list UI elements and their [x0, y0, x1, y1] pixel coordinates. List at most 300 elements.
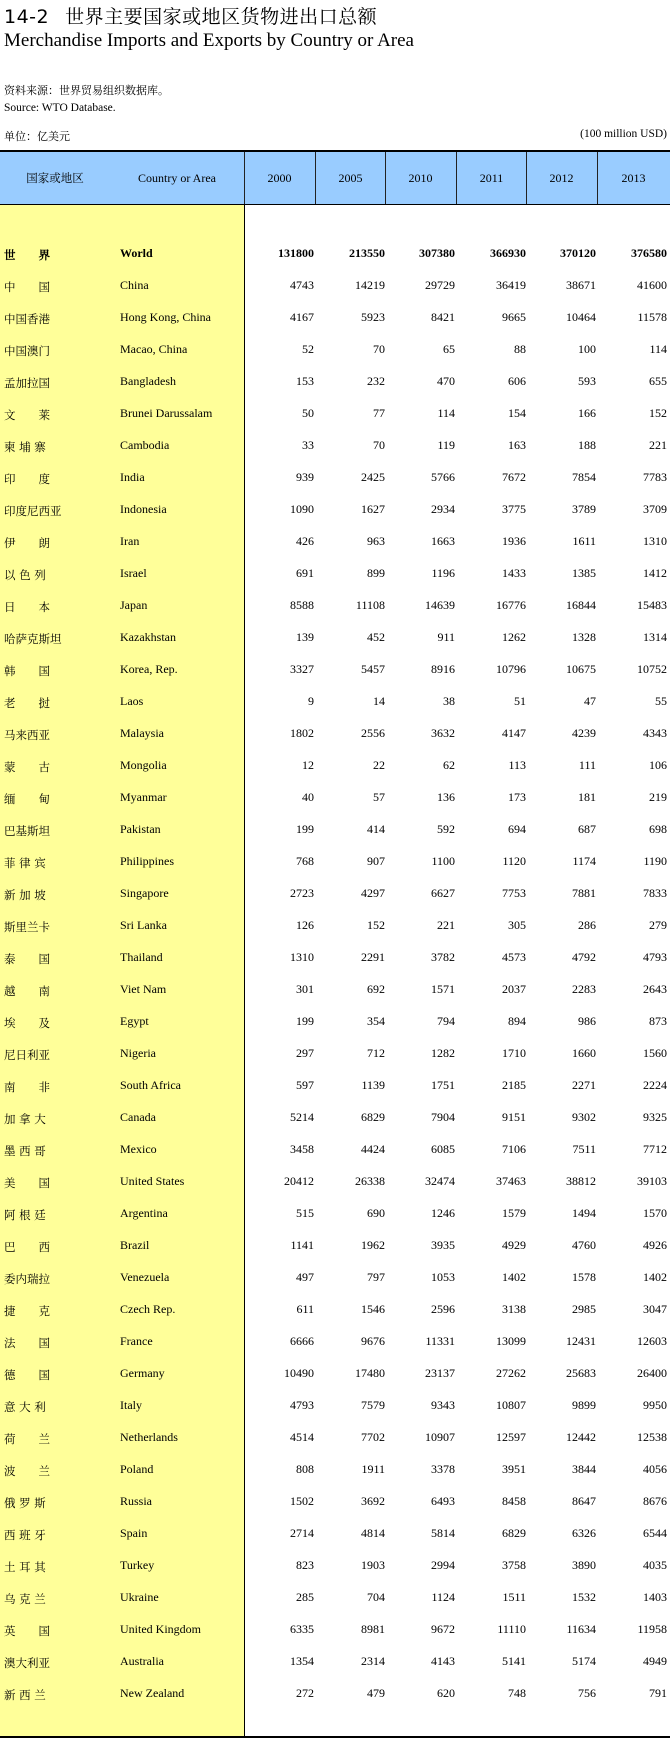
value-cell-2005: 57	[373, 790, 385, 804]
country-name-zh: 捷 克	[4, 1304, 50, 1318]
value-cell-2010: 7904	[431, 1110, 455, 1124]
country-name-en: Italy	[120, 1398, 142, 1412]
country-name-zh: 乌 克 兰	[4, 1592, 46, 1606]
value-cell-2013: 3709	[643, 502, 667, 516]
value-cell-2010: 794	[437, 1014, 455, 1028]
value-cell-2010: 3378	[431, 1462, 455, 1476]
value-cell-2010: 1124	[431, 1590, 455, 1604]
value-cell-2000: 6666	[290, 1334, 314, 1348]
source-note-zh: 资料来源：世界贸易组织数据库。	[4, 84, 169, 97]
value-cell-2010: 2596	[431, 1302, 455, 1316]
value-cell-2005: 2425	[361, 470, 385, 484]
country-name-en: Canada	[120, 1110, 156, 1124]
country-name-en: Mongolia	[120, 758, 167, 772]
value-cell-2011: 606	[508, 374, 526, 388]
table-row	[0, 686, 670, 718]
value-cell-2010: 10907	[425, 1430, 455, 1444]
value-cell-2005: 1546	[361, 1302, 385, 1316]
country-name-zh: 印度尼西亚	[4, 504, 62, 518]
value-cell-2005: 797	[367, 1270, 385, 1284]
title-zh-text: 世界主要国家或地区货物进出口总额	[65, 6, 378, 28]
value-cell-2013: 4035	[643, 1558, 667, 1572]
value-cell-2013: 12603	[637, 1334, 667, 1348]
value-cell-2010: 6085	[431, 1142, 455, 1156]
value-cell-2005: 4297	[361, 886, 385, 900]
value-cell-2013: 9325	[643, 1110, 667, 1124]
value-cell-2012: 3890	[572, 1558, 596, 1572]
value-cell-2000: 9	[308, 694, 314, 708]
table-number: 14-2	[4, 6, 50, 28]
value-cell-2005: 963	[367, 534, 385, 548]
value-cell-2005: 6829	[361, 1110, 385, 1124]
table-row	[0, 974, 670, 1006]
value-cell-2005: 690	[367, 1206, 385, 1220]
value-cell-2013: 279	[649, 918, 667, 932]
value-cell-2011: 8458	[502, 1494, 526, 1508]
value-cell-2000: 12	[302, 758, 314, 772]
value-cell-2010: 8421	[431, 310, 455, 324]
table-row	[0, 1134, 670, 1166]
value-cell-2010: 1751	[431, 1078, 455, 1092]
value-cell-2012: 188	[578, 438, 596, 452]
table-row	[0, 1070, 670, 1102]
value-cell-2010: 3782	[431, 950, 455, 964]
value-cell-2005: 4814	[361, 1526, 385, 1540]
value-cell-2012: 12442	[566, 1430, 596, 1444]
value-cell-2000: 4793	[290, 1398, 314, 1412]
value-cell-2005: 77	[373, 406, 385, 420]
unit-label-en: (100 million USD)	[580, 128, 667, 140]
country-name-en: Sri Lanka	[120, 918, 167, 932]
table-row	[0, 558, 670, 590]
value-cell-2012: 100	[578, 342, 596, 356]
country-name-zh: 印 度	[4, 472, 50, 486]
country-name-en: Kazakhstan	[120, 630, 176, 644]
value-cell-2013: 3047	[643, 1302, 667, 1316]
value-cell-2011: 305	[508, 918, 526, 932]
value-cell-2000: 4743	[290, 278, 314, 292]
value-cell-2005: 1627	[361, 502, 385, 516]
value-cell-2011: 36419	[496, 278, 526, 292]
value-cell-2011: 748	[508, 1686, 526, 1700]
value-cell-2010: 9672	[431, 1622, 455, 1636]
table-row	[0, 366, 670, 398]
value-cell-2012: 1578	[572, 1270, 596, 1284]
value-cell-2013: 152	[649, 406, 667, 420]
value-cell-2012: 9899	[572, 1398, 596, 1412]
value-cell-2011: 9665	[502, 310, 526, 324]
value-cell-2013: 791	[649, 1686, 667, 1700]
value-cell-2012: 1328	[572, 630, 596, 644]
country-name-zh: 俄 罗 斯	[4, 1496, 46, 1510]
country-name-zh: 马来西亚	[4, 728, 50, 742]
country-name-zh: 加 拿 大	[4, 1112, 46, 1126]
country-name-zh: 中国香港	[4, 312, 50, 326]
bottom-rule	[0, 1736, 670, 1738]
value-cell-2011: 11110	[497, 1622, 526, 1636]
country-name-zh: 新 加 坡	[4, 888, 46, 902]
value-cell-2005: 11108	[355, 598, 385, 612]
value-cell-2013: 55	[655, 694, 667, 708]
country-name-en: Poland	[120, 1462, 154, 1476]
value-cell-2000: 1310	[290, 950, 314, 964]
table-row	[0, 1582, 670, 1614]
value-cell-2010: 4143	[431, 1654, 455, 1668]
value-cell-2005: 7702	[361, 1430, 385, 1444]
value-cell-2012: 593	[578, 374, 596, 388]
country-name-en: India	[120, 470, 145, 484]
value-cell-2010: 3935	[431, 1238, 455, 1252]
value-cell-2012: 3844	[572, 1462, 596, 1476]
value-cell-2005: 2291	[361, 950, 385, 964]
value-cell-2010: 29729	[425, 278, 455, 292]
value-cell-2013: 9950	[643, 1398, 667, 1412]
value-cell-2013: 1310	[643, 534, 667, 548]
value-cell-2013: 6544	[643, 1526, 667, 1540]
value-cell-2012: 10675	[566, 662, 596, 676]
table-row	[0, 494, 670, 526]
value-cell-2012: 7511	[572, 1142, 596, 1156]
value-cell-2012: 7854	[572, 470, 596, 484]
value-cell-2010: 11331	[425, 1334, 455, 1348]
country-name-en: Germany	[120, 1366, 165, 1380]
table-row	[0, 750, 670, 782]
country-name-en: Australia	[120, 1654, 164, 1668]
table-row	[0, 1166, 670, 1198]
value-cell-2000: 2714	[290, 1526, 314, 1540]
value-cell-2010: 5814	[431, 1526, 455, 1540]
table-row	[0, 1614, 670, 1646]
value-cell-2010: 38	[443, 694, 455, 708]
value-cell-2000: 126	[296, 918, 314, 932]
value-cell-2010: 23137	[425, 1366, 455, 1380]
country-name-en: Mexico	[120, 1142, 157, 1156]
value-cell-2013: 221	[649, 438, 667, 452]
value-cell-2011: 894	[508, 1014, 526, 1028]
header-year-2005: 2005	[338, 170, 363, 185]
country-name-en: Iran	[120, 534, 140, 548]
value-cell-2005: 14219	[355, 278, 385, 292]
table-row	[0, 1678, 670, 1710]
value-cell-2005: 1903	[361, 1558, 385, 1572]
table-row	[0, 430, 670, 462]
table-row	[0, 1262, 670, 1294]
country-name-zh: 美 国	[4, 1176, 50, 1190]
country-name-en: Japan	[120, 598, 148, 612]
value-cell-2011: 3951	[502, 1462, 526, 1476]
country-name-zh: 中国澳门	[4, 344, 50, 358]
value-cell-2000: 515	[296, 1206, 314, 1220]
table-row	[0, 1038, 670, 1070]
value-cell-2000: 52	[302, 342, 314, 356]
value-cell-2000: 808	[296, 1462, 314, 1476]
table-row	[0, 1518, 670, 1550]
value-cell-2012: 16844	[566, 598, 596, 612]
country-name-en: Malaysia	[120, 726, 164, 740]
value-cell-2010: 221	[437, 918, 455, 932]
value-cell-2011: 2185	[502, 1078, 526, 1092]
value-cell-2010: 3632	[431, 726, 455, 740]
value-cell-2011: 163	[508, 438, 526, 452]
table-row	[0, 526, 670, 558]
value-cell-2013: 15483	[637, 598, 667, 612]
value-cell-2011: 5141	[502, 1654, 526, 1668]
value-cell-2000: 10490	[284, 1366, 314, 1380]
value-cell-2000: 426	[296, 534, 314, 548]
value-cell-2011: 10796	[496, 662, 526, 676]
country-name-zh: 中 国	[4, 280, 50, 294]
value-cell-2005: 152	[367, 918, 385, 932]
value-cell-2012: 111	[578, 758, 596, 772]
table-row	[0, 1294, 670, 1326]
country-name-en: New Zealand	[120, 1686, 185, 1700]
value-cell-2005: 8981	[361, 1622, 385, 1636]
value-cell-2000: 301	[296, 982, 314, 996]
value-cell-2011: 3758	[502, 1558, 526, 1572]
country-name-en: Spain	[120, 1526, 148, 1540]
country-name-en: Laos	[120, 694, 144, 708]
value-cell-2012: 1385	[572, 566, 596, 580]
value-cell-2000: 3327	[290, 662, 314, 676]
table-row	[0, 334, 670, 366]
value-cell-2000: 199	[296, 1014, 314, 1028]
value-cell-2012: 9302	[572, 1110, 596, 1124]
value-cell-2010: 114	[437, 406, 455, 420]
value-cell-2010: 62	[443, 758, 455, 772]
value-cell-2013: 12538	[637, 1430, 667, 1444]
value-cell-2011: 10807	[496, 1398, 526, 1412]
country-name-zh: 菲 律 宾	[4, 856, 46, 870]
country-name-zh: 意 大 利	[4, 1400, 46, 1414]
value-cell-2011: 3138	[502, 1302, 526, 1316]
table-row	[0, 1326, 670, 1358]
country-name-en: United Kingdom	[120, 1622, 201, 1636]
value-cell-2012: 12431	[566, 1334, 596, 1348]
value-cell-2005: 899	[367, 566, 385, 580]
table-row	[0, 1486, 670, 1518]
value-cell-2012: 286	[578, 918, 596, 932]
country-name-en: Philippines	[120, 854, 175, 868]
value-cell-2011: 9151	[502, 1110, 526, 1124]
table-row	[0, 878, 670, 910]
value-cell-2000: 285	[296, 1590, 314, 1604]
value-cell-2013: 1190	[643, 854, 667, 868]
value-cell-2011: 6829	[502, 1526, 526, 1540]
header-year-2000: 2000	[267, 170, 292, 185]
value-cell-2013: 1560	[643, 1046, 667, 1060]
value-cell-2010: 1246	[431, 1206, 455, 1220]
country-name-zh: 法 国	[4, 1336, 50, 1350]
country-name-zh: 日 本	[4, 600, 50, 614]
value-cell-2000: 4167	[290, 310, 314, 324]
value-cell-2010: 911	[437, 630, 455, 644]
country-name-zh: 泰 国	[4, 952, 50, 966]
value-cell-2011: 173	[508, 790, 526, 804]
value-cell-2012: 6326	[572, 1526, 596, 1540]
country-name-en: Pakistan	[120, 822, 161, 836]
value-cell-2010: 1282	[431, 1046, 455, 1060]
value-cell-2013: 1570	[643, 1206, 667, 1220]
header-year-2013: 2013	[621, 170, 646, 185]
value-cell-2005: 3692	[361, 1494, 385, 1508]
country-name-zh: 埃 及	[4, 1016, 50, 1030]
value-cell-2013: 8676	[643, 1494, 667, 1508]
value-cell-2013: 39103	[637, 1174, 667, 1188]
country-name-en: Singapore	[120, 886, 169, 900]
value-cell-2012: 7881	[572, 886, 596, 900]
value-cell-2013: 114	[649, 342, 667, 356]
country-name-en: Hong Kong, China	[120, 310, 211, 324]
value-cell-2010: 119	[437, 438, 455, 452]
value-cell-2011: 27262	[496, 1366, 526, 1380]
table-row	[0, 814, 670, 846]
value-cell-2013: 376580	[631, 246, 667, 260]
value-cell-2013: 4949	[643, 1654, 667, 1668]
value-cell-2000: 3458	[290, 1142, 314, 1156]
table-header	[0, 152, 670, 204]
country-name-zh: 阿 根 廷	[4, 1208, 46, 1222]
value-cell-2010: 8916	[431, 662, 455, 676]
country-name-zh: 西 班 牙	[4, 1528, 46, 1542]
table-row	[0, 782, 670, 814]
country-name-zh: 委内瑞拉	[4, 1272, 50, 1286]
value-cell-2010: 9343	[431, 1398, 455, 1412]
value-cell-2005: 692	[367, 982, 385, 996]
country-name-en: Korea, Rep.	[120, 662, 178, 676]
country-name-zh: 韩 国	[4, 664, 50, 678]
value-cell-2012: 1174	[572, 854, 596, 868]
country-name-en: Russia	[120, 1494, 153, 1508]
value-cell-2005: 1962	[361, 1238, 385, 1252]
value-cell-2011: 366930	[490, 246, 526, 260]
table-row	[0, 1102, 670, 1134]
country-name-en: Argentina	[120, 1206, 168, 1220]
value-cell-2005: 2556	[361, 726, 385, 740]
table-row	[0, 1454, 670, 1486]
value-cell-2010: 620	[437, 1686, 455, 1700]
table-title-zh	[4, 2, 377, 29]
value-cell-2005: 5923	[361, 310, 385, 324]
value-cell-2011: 37463	[496, 1174, 526, 1188]
country-name-en: Thailand	[120, 950, 163, 964]
value-cell-2011: 2037	[502, 982, 526, 996]
value-cell-2010: 470	[437, 374, 455, 388]
table-row	[0, 590, 670, 622]
table-row	[0, 270, 670, 302]
value-cell-2000: 4514	[290, 1430, 314, 1444]
value-cell-2005: 907	[367, 854, 385, 868]
value-cell-2000: 823	[296, 1558, 314, 1572]
value-cell-2000: 2723	[290, 886, 314, 900]
value-cell-2013: 1412	[643, 566, 667, 580]
country-name-zh: 巴 西	[4, 1240, 50, 1254]
country-name-en: Netherlands	[120, 1430, 178, 1444]
value-cell-2000: 1802	[290, 726, 314, 740]
value-cell-2013: 219	[649, 790, 667, 804]
value-cell-2011: 694	[508, 822, 526, 836]
value-cell-2010: 1663	[431, 534, 455, 548]
table-title-en: Merchandise Imports and Exports by Country or Area	[4, 30, 414, 51]
value-cell-2010: 32474	[425, 1174, 455, 1188]
table-row	[0, 910, 670, 942]
value-cell-2005: 70	[373, 342, 385, 356]
table-row	[0, 302, 670, 334]
country-name-en: Cambodia	[120, 438, 170, 452]
value-cell-2000: 131800	[278, 246, 314, 260]
table-row	[0, 1230, 670, 1262]
value-cell-2011: 1120	[502, 854, 526, 868]
value-cell-2013: 26400	[637, 1366, 667, 1380]
value-cell-2005: 213550	[349, 246, 385, 260]
country-name-en: Turkey	[120, 1558, 155, 1572]
value-cell-2000: 40	[302, 790, 314, 804]
value-cell-2011: 1433	[502, 566, 526, 580]
value-cell-2013: 106	[649, 758, 667, 772]
country-name-zh: 英 国	[4, 1624, 50, 1638]
value-cell-2012: 1611	[572, 534, 596, 548]
country-name-zh: 文 莱	[4, 408, 50, 422]
value-cell-2005: 7579	[361, 1398, 385, 1412]
value-cell-2000: 33	[302, 438, 314, 452]
value-cell-2000: 8588	[290, 598, 314, 612]
value-cell-2012: 370120	[560, 246, 596, 260]
table-row	[0, 238, 670, 270]
value-cell-2013: 655	[649, 374, 667, 388]
value-cell-2013: 4793	[643, 950, 667, 964]
table-row	[0, 1550, 670, 1582]
value-cell-2005: 712	[367, 1046, 385, 1060]
value-cell-2012: 47	[584, 694, 596, 708]
country-name-en: Brunei Darussalam	[120, 406, 213, 420]
value-cell-2010: 1100	[431, 854, 455, 868]
value-cell-2012: 181	[578, 790, 596, 804]
value-cell-2013: 1314	[643, 630, 667, 644]
value-cell-2000: 1090	[290, 502, 314, 516]
value-cell-2000: 611	[296, 1302, 314, 1316]
value-cell-2011: 1262	[502, 630, 526, 644]
value-cell-2012: 166	[578, 406, 596, 420]
header-year-2011: 2011	[479, 170, 504, 185]
table-row	[0, 1422, 670, 1454]
country-name-en: United States	[120, 1174, 185, 1188]
country-name-en: Nigeria	[120, 1046, 156, 1060]
value-cell-2011: 1936	[502, 534, 526, 548]
value-cell-2010: 6627	[431, 886, 455, 900]
header-year-2012: 2012	[549, 170, 574, 185]
value-cell-2012: 10464	[566, 310, 596, 324]
value-cell-2013: 4926	[643, 1238, 667, 1252]
value-cell-2012: 1494	[572, 1206, 596, 1220]
value-cell-2010: 136	[437, 790, 455, 804]
value-cell-2000: 1141	[290, 1238, 314, 1252]
value-cell-2011: 13099	[496, 1334, 526, 1348]
value-cell-2000: 272	[296, 1686, 314, 1700]
header-year-2010: 2010	[408, 170, 433, 185]
value-cell-2013: 7783	[643, 470, 667, 484]
country-name-en: Venezuela	[120, 1270, 170, 1284]
value-cell-2013: 11958	[637, 1622, 667, 1636]
value-cell-2011: 1511	[502, 1590, 526, 1604]
value-cell-2005: 70	[373, 438, 385, 452]
country-name-en: Macao, China	[120, 342, 188, 356]
value-cell-2000: 20412	[284, 1174, 314, 1188]
value-cell-2011: 154	[508, 406, 526, 420]
value-cell-2012: 3789	[572, 502, 596, 516]
country-name-zh: 蒙 古	[4, 760, 50, 774]
value-cell-2000: 6335	[290, 1622, 314, 1636]
value-cell-2012: 687	[578, 822, 596, 836]
value-cell-2013: 11578	[637, 310, 667, 324]
